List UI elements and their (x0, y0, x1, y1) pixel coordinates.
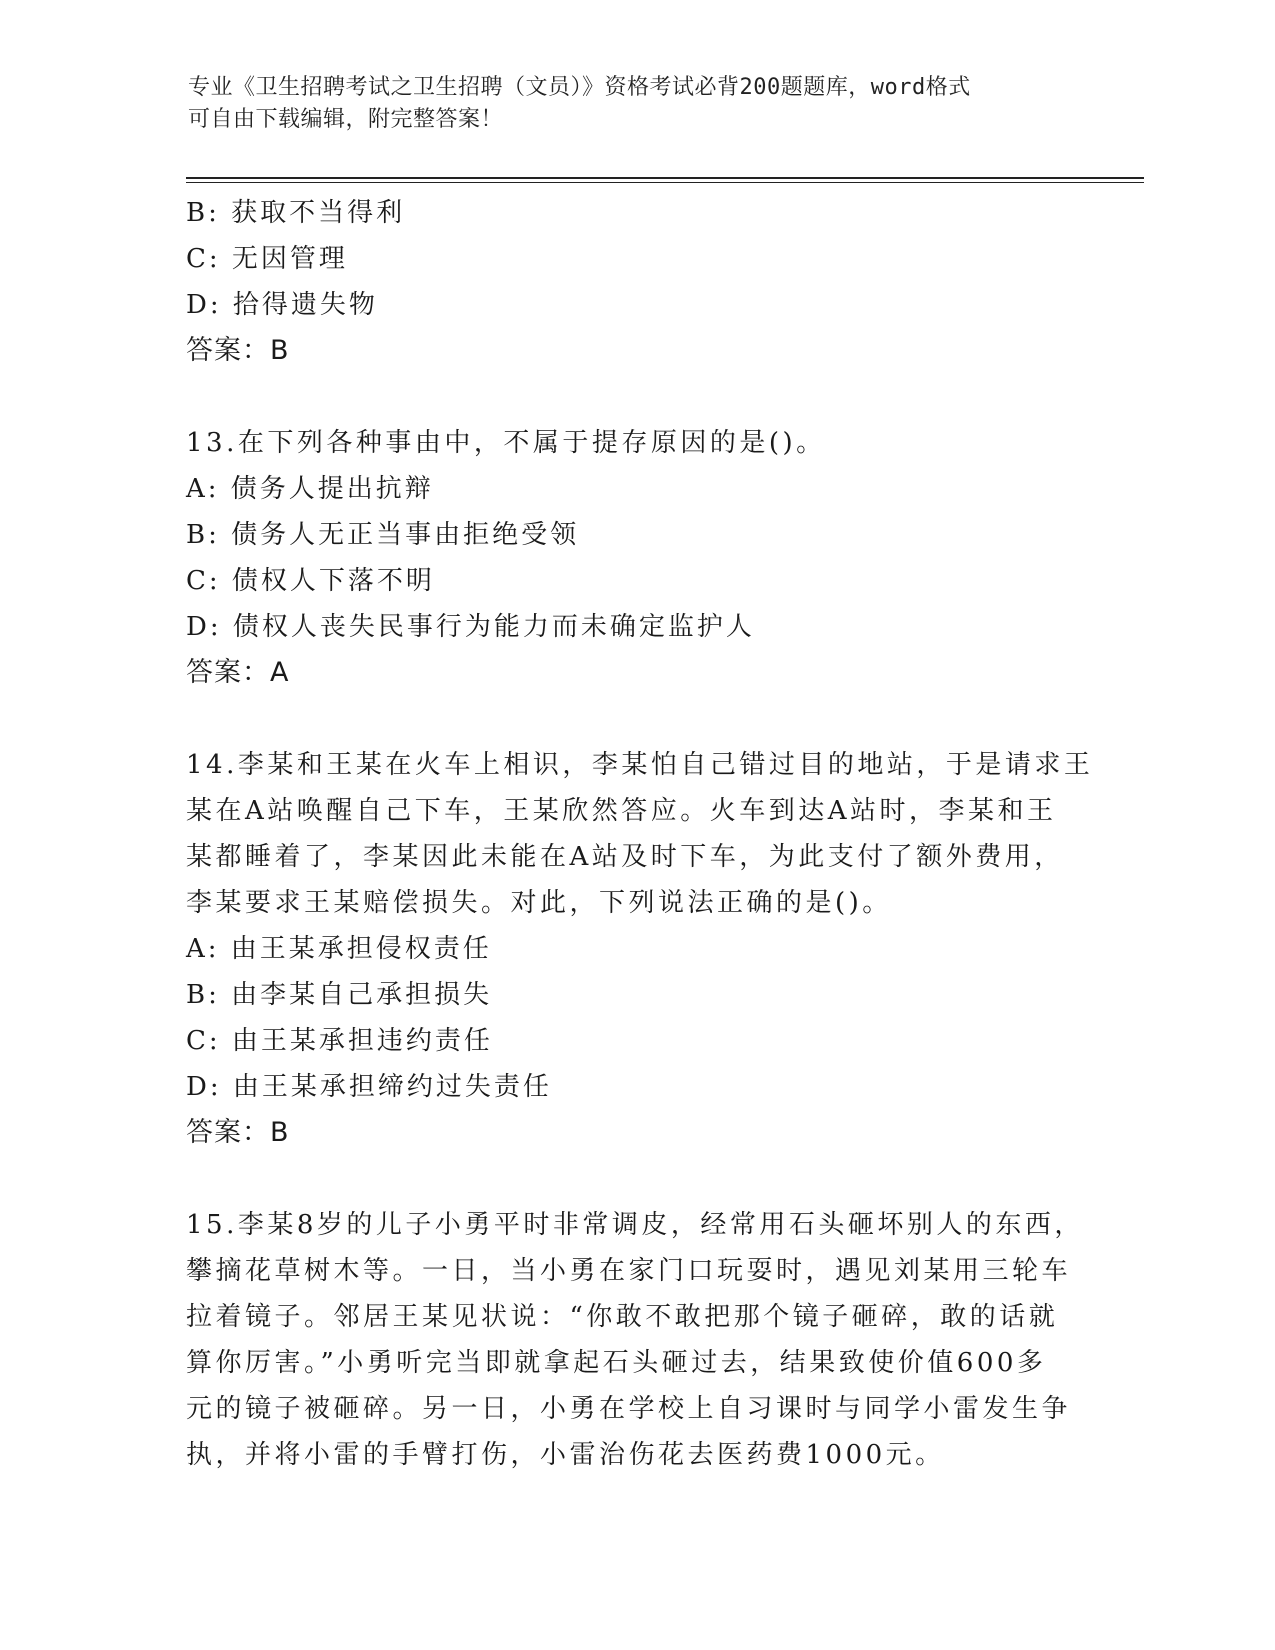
option-d: D: 由王某承担缔约过失责任 (186, 1072, 552, 1102)
option-d: D: 拾得遗失物 (186, 290, 378, 320)
answer-line: 答案：A (186, 657, 290, 688)
question-12-block (186, 190, 1086, 374)
stem-line: 某都睡着了，李某因此未能在A站及时下车，为此支付了额外费用， (186, 842, 1064, 872)
option-b: B: 获取不当得利 (186, 198, 406, 228)
question-15-block (186, 1202, 1086, 1478)
spacer (186, 696, 1086, 742)
spacer (186, 1156, 1086, 1202)
answer-line: 答案：B (186, 335, 290, 366)
stem-line: 某在A站唤醒自己下车，王某欣然答应。火车到达A站时，李某和王 (186, 796, 1057, 826)
header-title-line-2: 可自由下载编辑，附完整答案！ (188, 107, 504, 132)
option-c: C: 由王某承担违约责任 (186, 1026, 493, 1056)
stem-line: 13.在下列各种事由中，不属于提存原因的是()。 (186, 428, 826, 458)
option-d: D: 债权人丧失民事行为能力而未确定监护人 (186, 612, 755, 642)
stem-line: 元的镜子被砸碎。另一日，小勇在学校上自习课时与同学小雷发生争 (186, 1394, 1072, 1424)
question-stem (186, 1202, 1086, 1478)
stem-line: 攀摘花草树木等。一日，当小勇在家门口玩耍时，遇见刘某用三轮车 (186, 1256, 1072, 1286)
option-a: A: 由王某承担侵权责任 (186, 934, 492, 964)
stem-line: 拉着镜子。邻居王某见状说：“你敢不敢把那个镜子砸碎，敢的话就 (186, 1302, 1059, 1332)
question-14-block (186, 742, 1094, 1156)
option-c: C: 无因管理 (186, 244, 348, 274)
stem-line: 李某要求王某赔偿损失。对此，下列说法正确的是()。 (186, 888, 892, 918)
stem-line: 算你厉害。”小勇听完当即就拿起石头砸过去，结果致使价值600多 (186, 1348, 1047, 1378)
stem-line: 15.李某8岁的儿子小勇平时非常调皮，经常用石头砸坏别人的东西， (186, 1210, 1084, 1240)
answer-line: 答案：B (186, 1117, 290, 1148)
document-header (188, 72, 1068, 136)
question-13-block (186, 420, 1086, 696)
option-b: B: 由李某自己承担损失 (186, 980, 493, 1010)
spacer (186, 374, 1086, 420)
option-c: C: 债权人下落不明 (186, 566, 435, 596)
document-body (186, 190, 1094, 1478)
header-rule-thick (186, 177, 1144, 179)
question-stem (186, 742, 1094, 926)
option-b: B: 债务人无正当事由拒绝受领 (186, 520, 580, 550)
stem-line: 14.李某和王某在火车上相识，李某怕自己错过目的地站，于是请求王 (186, 750, 1094, 780)
header-rule-thin (186, 182, 1144, 183)
option-a: A: 债务人提出抗辩 (186, 474, 434, 504)
question-stem (186, 420, 1086, 466)
stem-line: 执，并将小雷的手臂打伤，小雷治伤花去医药费1000元。 (186, 1440, 945, 1470)
header-title-line-1: 专业《卫生招聘考试之卫生招聘（文员）》资格考试必背200题题库，word格式 (188, 75, 971, 100)
